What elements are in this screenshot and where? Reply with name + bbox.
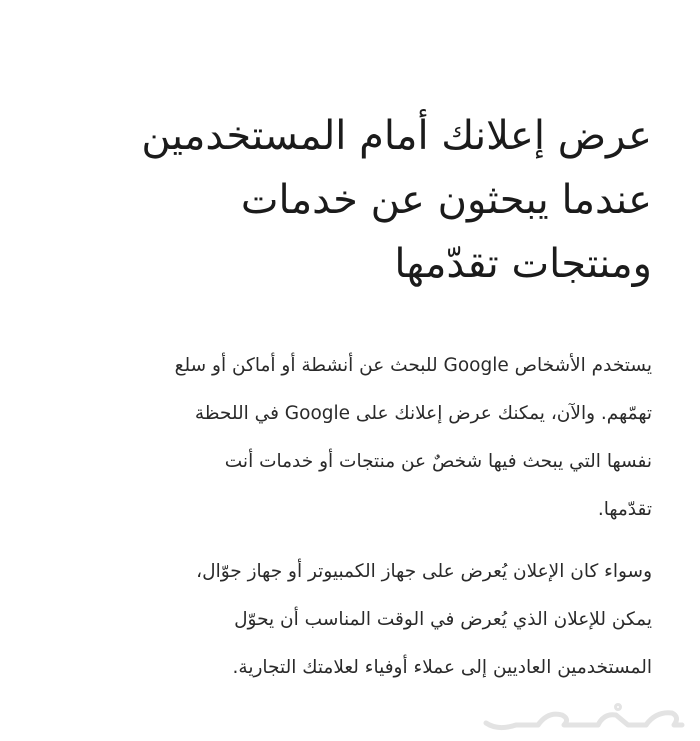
paragraph-line: المستخدمين العاديين إلى عملاء أوفياء لعلامتك التجارية.	[232, 657, 652, 678]
paragraph-line: وسواء كان الإعلان يُعرض على جهاز الكمبيوتر أو جهاز جوّال،	[196, 561, 652, 582]
paragraph-devices	[72, 548, 652, 692]
paragraph-line: تهمّهم. والآن، يمكنك عرض إعلانك على Google في اللحظة	[194, 403, 652, 424]
paragraph-line: يمكن للإعلان الذي يُعرض في الوقت المناسب أن يحوّل	[234, 609, 652, 630]
paragraph-intro	[72, 342, 652, 534]
headline-line: ومنتجات تقدّمها	[394, 241, 652, 287]
paragraph-line: تقدّمها.	[597, 499, 652, 520]
paragraph-line: يستخدم الأشخاص Google للبحث عن أنشطة أو أماكن أو سلع	[174, 355, 652, 376]
headline-line: عرض إعلانك أمام المستخدمين	[141, 113, 652, 159]
paragraph-line: نفسها التي يبحث فيها شخصٌ عن منتجات أو خدمات أنت	[224, 451, 652, 472]
haraj-watermark-logo	[478, 701, 688, 737]
headline-line: عندما يبحثون عن خدمات	[240, 177, 652, 223]
headline	[92, 104, 652, 296]
